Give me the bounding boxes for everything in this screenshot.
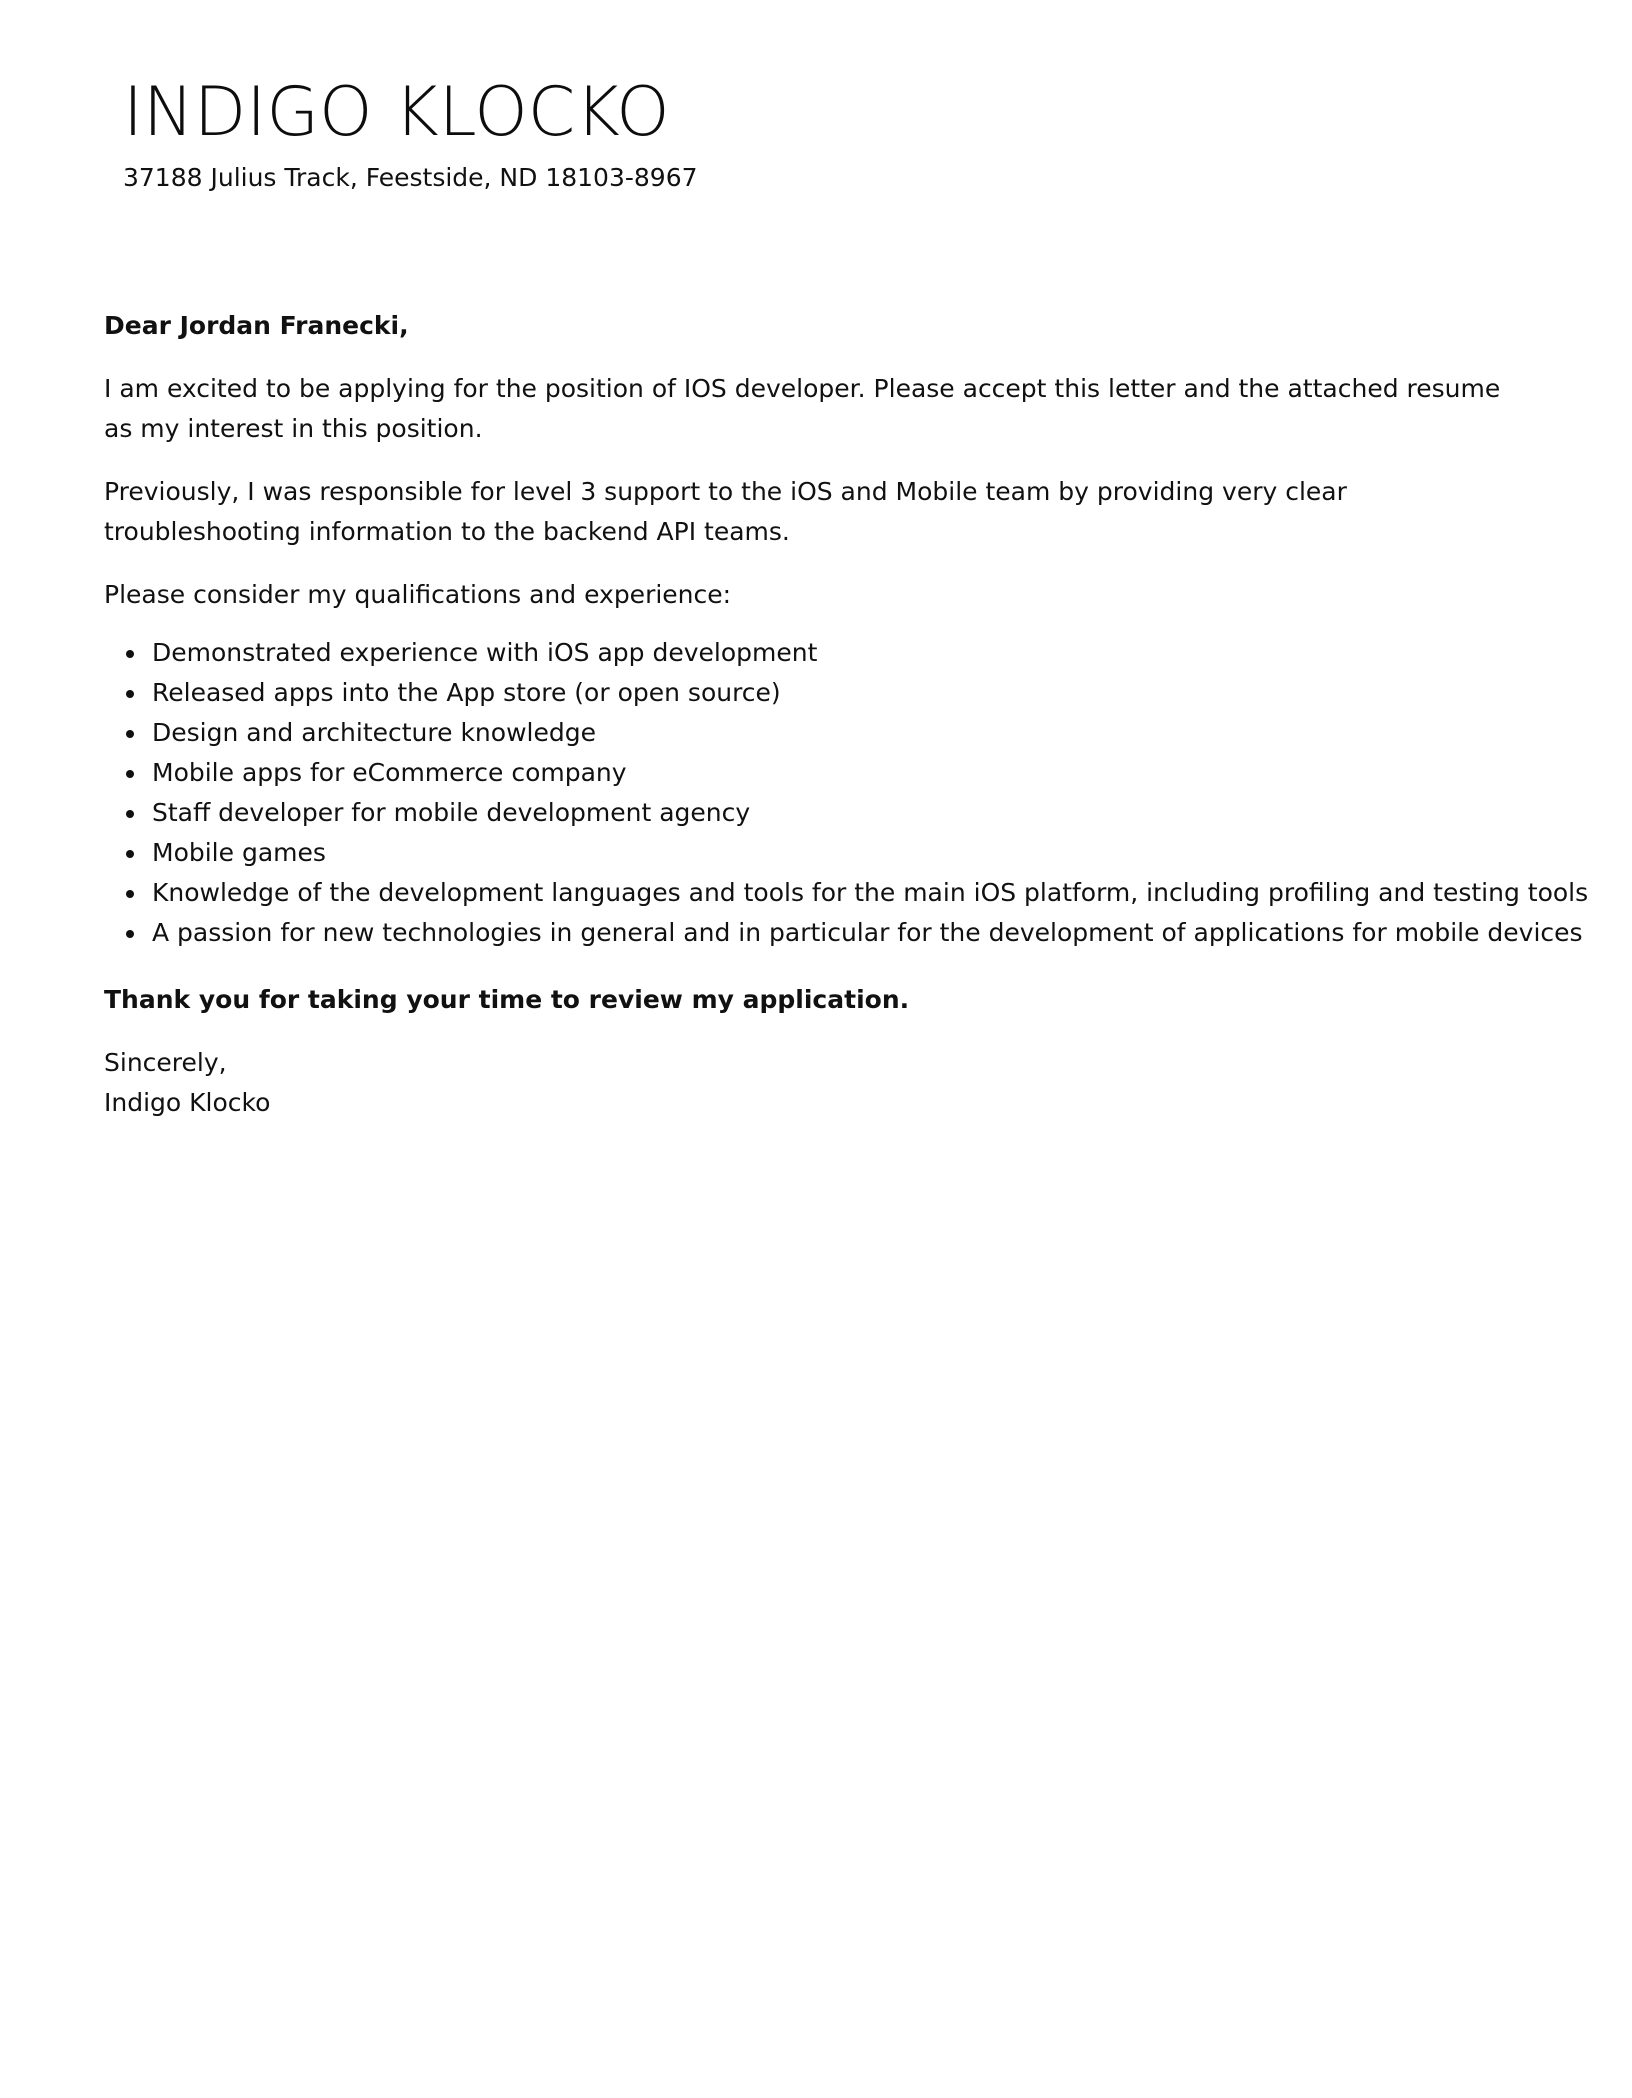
list-item xyxy=(152,793,1536,833)
list-item-text: Staff developer for mobile development agency xyxy=(152,798,751,827)
bullet-icon xyxy=(126,650,134,658)
list-item xyxy=(152,753,1536,793)
letter-body xyxy=(104,306,1589,1123)
bullet-icon xyxy=(126,930,134,938)
bullet-icon xyxy=(126,890,134,898)
qualifications-list xyxy=(104,633,1589,953)
applicant-address: 37188 Julius Track, Feestside, ND 18103-8967 xyxy=(123,163,698,192)
bullet-icon xyxy=(126,850,134,858)
list-item xyxy=(152,833,1536,873)
applicant-name: INDIGO KLOCKO xyxy=(123,73,670,152)
list-item xyxy=(152,633,1536,673)
bullet-icon xyxy=(126,690,134,698)
closing-line: Thank you for taking your time to review my application. xyxy=(104,985,910,1014)
list-item-text: Released apps into the App store (or open source) xyxy=(152,678,781,707)
list-item-text: Design and architecture knowledge xyxy=(152,718,596,747)
signoff: Sincerely, xyxy=(104,1048,227,1077)
bullet-icon xyxy=(126,810,134,818)
salutation: Dear Jordan Franecki, xyxy=(104,311,409,340)
list-item xyxy=(152,713,1536,753)
signoff-block xyxy=(104,1043,1536,1123)
bullet-icon xyxy=(126,770,134,778)
letter-header xyxy=(123,68,1423,192)
list-item-text: Mobile apps for eCommerce company xyxy=(152,758,627,787)
experience-paragraph: Previously, I was responsible for level 3 support to the iOS and Mobile team by providing very clear troubleshooting information to the backend API teams. xyxy=(104,477,1347,546)
list-item-text: Demonstrated experience with iOS app development xyxy=(152,638,818,667)
list-item-text: Mobile games xyxy=(152,838,326,867)
list-item xyxy=(152,873,1589,913)
list-item xyxy=(152,673,1536,713)
signature-name: Indigo Klocko xyxy=(104,1088,271,1117)
list-item xyxy=(152,913,1583,953)
qualifications-intro: Please consider my qualifications and experience: xyxy=(104,580,732,609)
bullet-icon xyxy=(126,730,134,738)
list-item-text: Knowledge of the development languages and tools for the main iOS platform, including profiling and testing tools xyxy=(152,878,1589,907)
intro-paragraph: I am excited to be applying for the position of IOS developer. Please accept this letter and the attached resume as my interest in this position. xyxy=(104,374,1501,443)
list-item-text: A passion for new technologies in general and in particular for the development of applications for mobile devices xyxy=(152,918,1583,947)
